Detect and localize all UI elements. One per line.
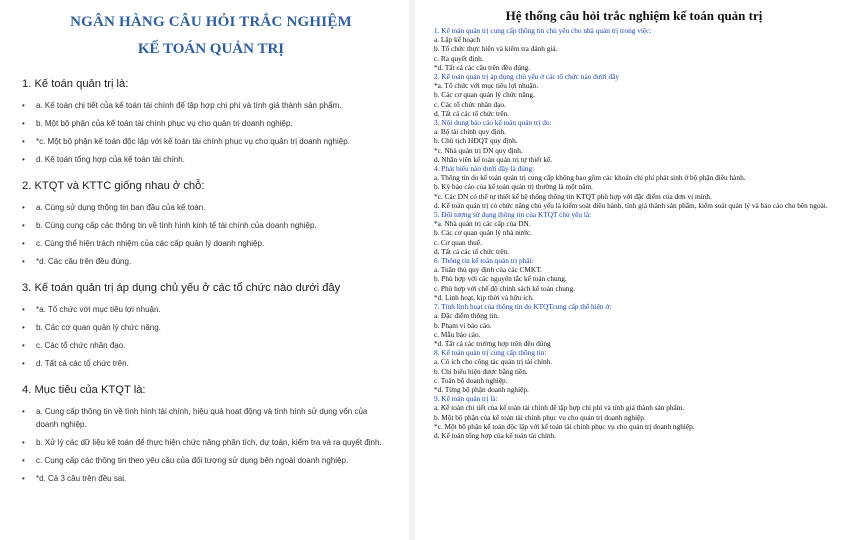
question-title: 2. Kế toán quản trị áp dụng chủ yếu ở các tổ chức nào dưới đây — [434, 72, 620, 82]
answer-option: c. Ra quyết định. — [434, 53, 484, 63]
answer-option: d. Kế toán tổng hợp của kế toán tài chính. — [434, 430, 556, 440]
answer-option: b. Kỳ báo cáo của kế toán quản trị thường là một năm. — [434, 182, 593, 192]
bullet-icon: • — [22, 341, 25, 350]
answer-option: a. Đặc điểm thông tin. — [434, 311, 499, 321]
answer-option — [22, 339, 408, 352]
answer-option: a. Kế toán chi tiết của kế toán tài chính để tập hợp chi phí và tính giá thành sản phẩm. — [434, 403, 685, 413]
answer-option: *c. Các DN có thể tự thiết kế hệ thống thông tin KTQT phù hợp với đặc điểm của đơn vị mình. — [434, 191, 712, 201]
answer-option — [22, 472, 408, 485]
answer-option: c. Phù hợp với chế độ chính sách kế toán chung. — [434, 283, 576, 293]
answer-option-text: d. Tất cả các tổ chức trên. — [36, 359, 129, 368]
answer-option: b. Chi biểu hiện được bằng tiền. — [434, 366, 528, 376]
answer-option-text: b. Các cơ quan quản lý chức năng. — [36, 323, 161, 332]
answer-option-text: b. Cùng cung cấp các thông tin về tình hình kinh tế tài chính của doanh nghiệp. — [36, 221, 317, 230]
bullet-icon: • — [22, 155, 25, 164]
answer-option — [22, 303, 408, 316]
answer-option — [22, 219, 408, 232]
question-title: 1. Kế toán quản trị là: — [22, 78, 129, 90]
bullet-icon: • — [22, 221, 25, 230]
bullet-icon: • — [22, 257, 25, 266]
question-title: 5. Đối tượng sử dụng thông tin của KTQT chủ yếu là: — [434, 210, 592, 220]
answer-option: d. Nhân viên kế toán quản trị tự thiết kế. — [434, 154, 553, 164]
answer-option-text: b. Xử lý các dữ liệu kế toán để thực hiện chức năng phân tích, dự toán, kiểm tra và ra quyết định. — [36, 438, 382, 447]
left-question-list — [0, 78, 408, 485]
answer-option: b. Chủ tịch HĐQT quy định. — [434, 136, 518, 146]
answer-option — [22, 436, 408, 449]
answer-option-text: a. Kế toán chi tiết của kế toán tài chính để tập hợp chi phí và tính giá thành sản phẩm. — [36, 101, 342, 110]
answer-option — [22, 255, 408, 268]
answer-option-text: c. Các tổ chức nhân đạo. — [36, 341, 126, 350]
answer-option: *d. Tất cả các trường hợp trên đều đúng — [434, 338, 551, 348]
answer-option: b. Phù hợp với các nguyên tắc kế toán chung. — [434, 274, 567, 284]
answer-option: *a. Tổ chức với mục tiêu lợi nhuận. — [434, 81, 539, 91]
answer-option: *d. Từng bộ phận doanh nghiệp. — [434, 384, 529, 394]
bullet-icon: • — [22, 438, 25, 447]
answer-option — [22, 117, 408, 130]
bullet-icon: • — [22, 407, 25, 416]
answer-option-text: c. Cùng thể hiện trách nhiệm của các cấp quản lý doanh nghiệp. — [36, 239, 265, 248]
answer-option-text: *a. Tổ chức với mục tiêu lợi nhuận. — [36, 305, 161, 314]
answer-option-text: *c. Một bộ phận kế toán độc lập với kế toán tài chính phục vụ cho quản trị doanh nghiệp. — [36, 137, 350, 146]
answer-option: a. Lập kế hoạch — [434, 35, 481, 45]
answer-option: *d. Linh hoạt, kịp thời và hữu ích. — [434, 292, 534, 302]
answer-option: b. Các cơ quan quản lý chức năng. — [434, 90, 535, 100]
question-block — [22, 78, 408, 166]
answer-option: *c. Nhà quản trị DN quy định. — [434, 145, 523, 155]
answer-option: b. Một bộ phận của kế toán tài chính phục vụ cho quản trị doanh nghiệp. — [434, 412, 646, 422]
bullet-icon: • — [22, 119, 25, 128]
question-title: 4. Mục tiêu của KTQT là: — [22, 384, 146, 396]
answer-option — [22, 321, 408, 334]
bullet-icon: • — [22, 101, 25, 110]
bullet-icon: • — [22, 359, 25, 368]
page-divider — [409, 0, 415, 540]
question-title: 2. KTQT và KTTC giống nhau ở chỗ: — [22, 180, 205, 192]
answer-option-text: *d. Các câu trên đều đúng. — [36, 257, 132, 266]
answer-option — [22, 237, 408, 250]
answer-option — [22, 454, 408, 467]
right-title: Hệ thống câu hỏi trắc nghiệm kế toán quản trị — [505, 8, 763, 23]
question-title: 1. Kế toán quản trị cung cấp thông tin chủ yếu cho nhà quản trị trong việc: — [434, 26, 652, 35]
answer-option: a. Bộ tài chính quy định. — [434, 127, 506, 137]
question-block — [22, 384, 408, 485]
answer-option: a. Có ích cho công tác quản trị tài chính. — [434, 357, 553, 367]
answer-option-text: d. Kế toán tổng hợp của kế toán tài chính. — [36, 155, 185, 164]
answer-option: d. Tất cả các tổ chức trên. — [434, 108, 510, 118]
bullet-icon: • — [22, 474, 25, 483]
answer-option: b. Tổ chức thực hiện và kiểm tra đánh giá. — [434, 44, 558, 54]
bullet-icon: • — [22, 305, 25, 314]
answer-option: d. Tất cả các tổ chức trên. — [434, 246, 510, 256]
bullet-icon: • — [22, 203, 25, 212]
question-block — [22, 180, 408, 268]
answer-option: d. Kế toán quản trị có chức năng chủ yếu là kiểm soát điều hành, tính giá thành sản phẩm, kiểm soát quản lý và báo cáo cho bên ngoài. — [434, 200, 828, 210]
answer-option-text: c. Cung cấp các thông tin theo yêu cầu của đối tượng sử dụng bên ngoài doanh nghiệp. — [36, 456, 349, 465]
bullet-icon: • — [22, 456, 25, 465]
answer-option-text: *d. Cả 3 câu trên đều sai. — [36, 474, 127, 483]
answer-option: b. Các cơ quan quản lý nhà nước. — [434, 228, 532, 238]
question-title: 7. Tính linh hoạt của thông tin do KTQTcung cấp thể hiện ở: — [434, 302, 612, 312]
question-title: 8. Kế toán quản trị cung cấp thông tin: — [434, 348, 547, 358]
left-title-line1: NGÂN HÀNG CÂU HỎI TRẮC NGHIỆM — [70, 14, 352, 30]
question-title: 3. Kế toán quản trị áp dụng chủ yếu ở các tổ chức nào dưới đây — [22, 282, 341, 294]
question-title: 6. Thông tin kế toán quản trị phải: — [434, 256, 534, 266]
answer-option: *c. Một bộ phận kế toán độc lập với kế toán tài chính phục vụ cho quản trị doanh nghiệp. — [434, 421, 695, 431]
question-title: 3. Nội dung báo cáo kế toán quản trị do: — [434, 118, 552, 128]
answer-option: *d. Tất cả các câu trên đều đúng. — [434, 62, 531, 72]
bullet-icon: • — [22, 323, 25, 332]
answer-option — [22, 153, 408, 166]
answer-option — [22, 135, 408, 148]
answer-option: c. Các tổ chức nhân đạo. — [434, 99, 506, 109]
answer-option: a. Thông tin do kế toán quản trị cung cấp không bao gồm các khoản chi phí phát sinh ở bộ phận điều hành. — [434, 173, 746, 183]
answer-option: c. Toàn bộ doanh nghiệp. — [434, 375, 508, 385]
answer-option-text: a. Cùng sử dụng thông tin ban đầu của kế toán. — [36, 203, 206, 212]
right-document-page — [416, 0, 842, 540]
answer-option: *a. Nhà quản trị các cấp của DN. — [434, 219, 531, 229]
question-title: 9. Kế toán quản trị là: — [434, 394, 498, 404]
bullet-icon: • — [22, 137, 25, 146]
left-title-line2: KẾ TOÁN QUẢN TRỊ — [137, 41, 285, 57]
answer-option-text: b. Một bộ phận của kế toán tài chính phục vụ cho quản trị doanh nghiệp. — [36, 119, 293, 128]
bullet-icon: • — [22, 239, 25, 248]
answer-option-text: a. Cung cấp thông tin về tình hình tài chính, hiệu quả hoạt động và tình hình sử dụng vốn của doanh nghiệp. — [36, 407, 368, 429]
question-title: 4. Phát biểu nào dưới đây là đúng: — [434, 164, 535, 174]
answer-option: a. Tuân thủ quy định của các CMKT. — [434, 265, 542, 275]
answer-option — [22, 99, 408, 112]
answer-option: b. Phạm vi báo cáo. — [434, 320, 492, 330]
left-document-page — [0, 0, 408, 540]
question-block — [22, 282, 408, 370]
answer-option — [22, 201, 408, 214]
answer-option — [22, 405, 408, 431]
answer-option — [22, 357, 408, 370]
right-question-list — [416, 26, 842, 440]
answer-option: c. Cơ quan thuế. — [434, 237, 482, 247]
answer-option: c. Mẫu báo cáo. — [434, 329, 481, 339]
